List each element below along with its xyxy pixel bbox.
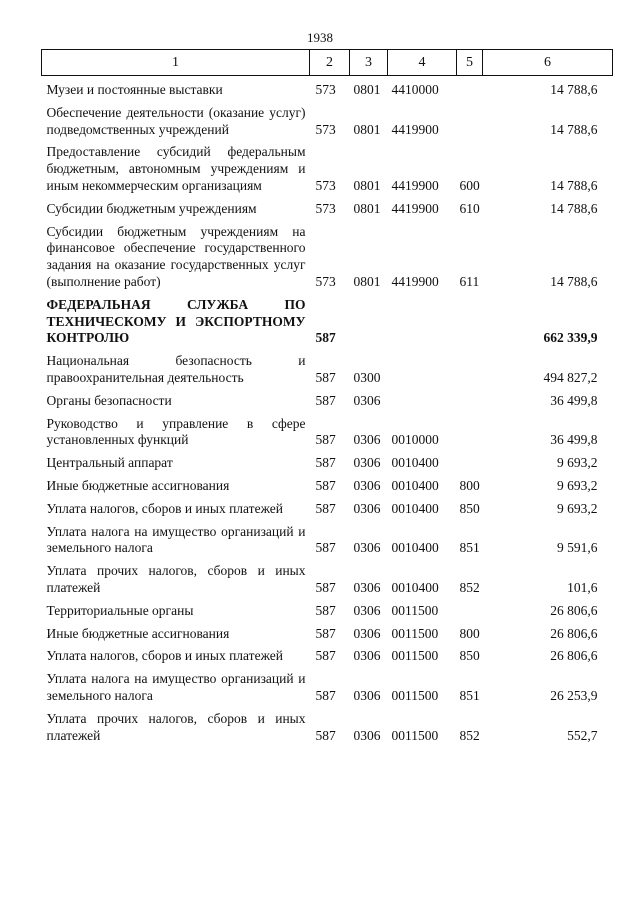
row-amount: 14 788,6 (550, 177, 598, 193)
row-section-code (350, 297, 388, 353)
row-admin-code: 587 (315, 455, 336, 471)
row-section-code: 0306 (353, 455, 381, 471)
table-row (42, 603, 613, 626)
row-expense-type (457, 455, 483, 478)
table-row (42, 455, 613, 478)
row-admin-code: 587 (315, 727, 336, 743)
row-admin-code: 573 (315, 273, 336, 289)
row-admin-code: 573 (315, 121, 336, 137)
row-expense-type: 610 (459, 200, 480, 216)
row-name: Уплата налога на имущество организаций и земельного налога (46, 523, 306, 556)
row-expense-type: 800 (459, 477, 480, 493)
table-row (42, 524, 613, 564)
row-section-code: 0306 (353, 687, 381, 703)
row-name: Руководство и управление в сфере установленных функций (46, 415, 306, 448)
table-row (42, 76, 613, 105)
row-expense-type: 600 (459, 177, 480, 193)
row-admin-code: 573 (315, 200, 336, 216)
row-amount: 552,7 (567, 727, 598, 743)
row-target-code: 4410000 (391, 82, 439, 97)
row-admin-code: 573 (315, 177, 336, 193)
table-row (42, 648, 613, 671)
row-name: Уплата налога на имущество организаций и земельного налога (46, 671, 306, 703)
row-admin-code: 587 (315, 687, 336, 703)
row-target-code: 4419900 (391, 121, 439, 137)
row-expense-type: 851 (459, 540, 480, 556)
header-col-4: 4 (388, 50, 457, 76)
table-row (42, 201, 613, 224)
row-admin-code: 587 (315, 602, 336, 618)
row-amount: 14 788,6 (550, 273, 598, 289)
row-amount: 9 591,6 (557, 540, 598, 556)
row-name: Уплата прочих налогов, сборов и иных платежей (46, 563, 306, 595)
row-admin-code: 587 (315, 579, 336, 595)
row-expense-type: 800 (459, 625, 480, 641)
row-name: Музеи и постоянные выставки (46, 82, 223, 97)
row-target-code: 0011500 (391, 727, 439, 743)
budget-table (41, 49, 613, 750)
row-admin-code: 587 (315, 625, 336, 641)
table-row (42, 671, 613, 711)
row-expense-type (457, 393, 483, 416)
row-name: Центральный аппарат (46, 455, 173, 471)
row-section-code: 0306 (353, 648, 381, 664)
row-amount: 36 499,8 (550, 432, 598, 448)
row-target-code: 0010400 (391, 500, 439, 516)
row-section-code: 0306 (353, 727, 381, 743)
row-target-code: 0010000 (391, 432, 439, 448)
row-section-code: 0306 (353, 432, 381, 448)
row-admin-code: 587 (315, 477, 336, 493)
page-number: 1938 (307, 30, 333, 45)
row-target-code: 0011500 (391, 625, 439, 641)
row-target-code: 0011500 (391, 648, 439, 664)
row-expense-type (457, 105, 483, 145)
header-col-5: 5 (457, 50, 483, 76)
row-expense-type: 611 (459, 273, 480, 289)
table-row (42, 501, 613, 524)
row-expense-type: 852 (459, 579, 480, 595)
row-admin-code: 587 (315, 432, 336, 448)
row-name: Уплата прочих налогов, сборов и иных платежей (46, 710, 306, 743)
row-amount: 9 693,2 (557, 500, 598, 516)
row-target-code: 0010400 (391, 579, 439, 595)
table-body (42, 76, 613, 751)
table-row (42, 711, 613, 751)
table-row (42, 393, 613, 416)
table-row (42, 626, 613, 649)
row-target-code (388, 297, 457, 353)
row-name: Органы безопасности (46, 392, 172, 408)
row-name: Обеспечение деятельности (оказание услуг) подведомственных учреждений (46, 104, 306, 137)
row-amount: 101,6 (567, 579, 598, 595)
row-expense-type: 850 (459, 500, 480, 516)
header-col-2: 2 (310, 50, 350, 76)
table-row (42, 416, 613, 456)
row-name: ФЕДЕРАЛЬНАЯ СЛУЖБА ПО ТЕХНИЧЕСКОМУ И ЭКСПОРТНОМУ КОНТРОЛЮ (46, 296, 306, 346)
row-target-code (388, 353, 457, 393)
row-name: Иные бюджетные ассигнования (46, 477, 230, 493)
row-name: Территориальные органы (46, 602, 194, 618)
row-name: Национальная безопасность и правоохранительная деятельность (46, 353, 306, 385)
row-target-code: 4419900 (391, 273, 439, 289)
table-row (42, 563, 613, 603)
row-expense-type: 852 (459, 727, 480, 743)
row-amount: 9 693,2 (557, 477, 598, 493)
row-name: Иные бюджетные ассигнования (46, 625, 230, 641)
row-target-code (388, 393, 457, 416)
row-amount: 14 788,6 (550, 121, 598, 137)
row-admin-code: 587 (315, 369, 336, 385)
row-admin-code: 587 (315, 648, 336, 664)
row-target-code: 0010400 (391, 540, 439, 556)
table-row (42, 144, 613, 200)
row-admin-code: 587 (315, 392, 336, 408)
row-admin-code: 573 (315, 82, 336, 97)
row-name: Субсидии бюджетным учреждениям (46, 200, 257, 216)
row-name: Субсидии бюджетным учреждениям на финансовое обеспечение государственного задания на оказание государственных услуг (выполнение работ) (46, 223, 306, 289)
table-row (42, 105, 613, 145)
row-target-code: 0010400 (391, 455, 439, 471)
row-section-code: 0801 (353, 121, 381, 137)
row-section-code: 0306 (353, 477, 381, 493)
table-row (42, 297, 613, 353)
row-amount: 14 788,6 (550, 200, 598, 216)
row-expense-type (457, 76, 483, 105)
row-admin-code: 587 (315, 330, 336, 346)
row-section-code: 0306 (353, 392, 381, 408)
row-amount: 26 806,6 (550, 602, 598, 618)
row-section-code: 0306 (353, 579, 381, 595)
row-target-code: 0010400 (391, 477, 439, 493)
row-expense-type (457, 603, 483, 626)
row-expense-type: 850 (459, 648, 480, 664)
header-col-1: 1 (42, 50, 310, 76)
table-row (42, 353, 613, 393)
row-amount: 26 253,9 (550, 687, 598, 703)
table-header (42, 50, 613, 76)
row-section-code: 0300 (353, 369, 381, 385)
row-expense-type (457, 353, 483, 393)
row-amount: 14 788,6 (550, 82, 598, 97)
row-amount: 494 827,2 (543, 369, 598, 385)
row-expense-type: 851 (459, 687, 480, 703)
header-row (42, 50, 613, 76)
row-section-code: 0801 (353, 177, 381, 193)
row-section-code: 0306 (353, 625, 381, 641)
header-col-6: 6 (483, 50, 613, 76)
row-target-code: 0011500 (391, 687, 439, 703)
table-row (42, 478, 613, 501)
row-amount: 9 693,2 (557, 455, 598, 471)
row-expense-type (457, 416, 483, 456)
row-section-code: 0801 (353, 200, 381, 216)
row-target-code: 0011500 (391, 602, 439, 618)
row-amount: 26 806,6 (550, 648, 598, 664)
row-section-code: 0801 (353, 273, 381, 289)
row-section-code: 0306 (353, 540, 381, 556)
row-admin-code: 587 (315, 500, 336, 516)
row-amount: 36 499,8 (550, 392, 598, 408)
header-col-3: 3 (350, 50, 388, 76)
row-expense-type (457, 297, 483, 353)
row-target-code: 4419900 (391, 177, 439, 193)
row-name: Предоставление субсидий федеральным бюджетным, автономным учреждениям и иным некоммерческим организациям (46, 144, 306, 193)
row-amount: 662 339,9 (543, 330, 598, 346)
row-section-code: 0306 (353, 500, 381, 516)
row-target-code: 4419900 (391, 200, 439, 216)
row-section-code: 0801 (353, 82, 381, 97)
row-amount: 26 806,6 (550, 625, 598, 641)
row-name: Уплата налогов, сборов и иных платежей (46, 648, 283, 664)
row-section-code: 0306 (353, 602, 381, 618)
row-name: Уплата налогов, сборов и иных платежей (46, 500, 283, 516)
row-admin-code: 587 (315, 540, 336, 556)
table-row (42, 224, 613, 297)
